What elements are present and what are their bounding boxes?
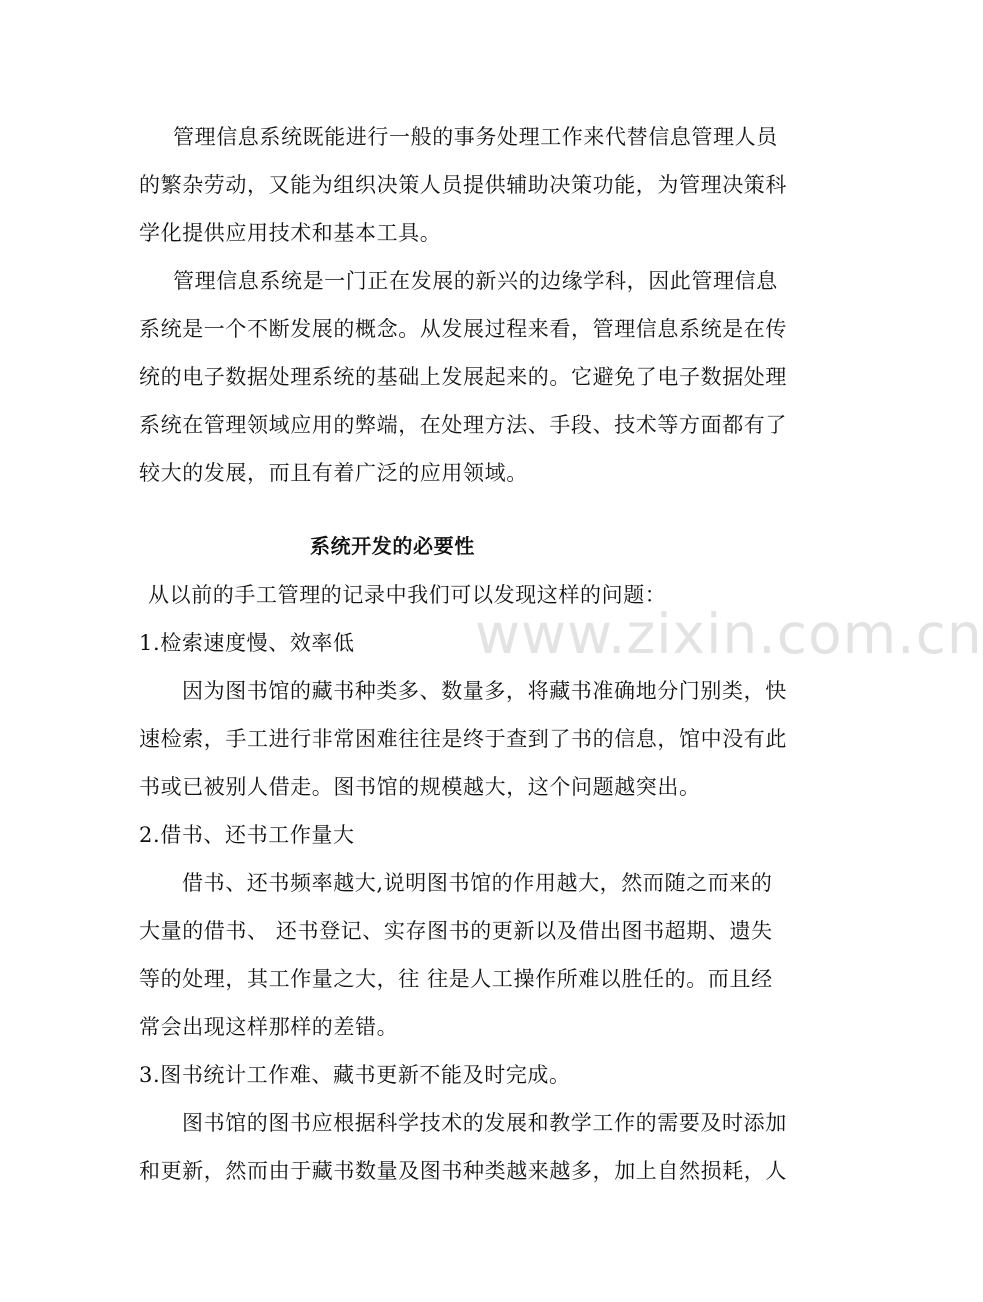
paragraph2-line: 系统在管理领域应用的弊端，在处理方法、手段、技术等方面都有了 xyxy=(139,413,787,437)
item3-title: 3.图书统计工作难、藏书更新不能及时完成。 xyxy=(139,1063,571,1087)
paragraph2-line: 系统是一个不断发展的概念。从发展过程来看，管理信息系统是在传 xyxy=(139,317,787,341)
paragraph2-line: 统的电子数据处理系统的基础上发展起来的。它避免了电子数据处理 xyxy=(139,365,787,389)
item2-line: 等的处理，其工作量之大，往 往是人工操作所难以胜任的。而且经 xyxy=(139,967,773,991)
paragraph1-line: 学化提供应用技术和基本工具。 xyxy=(139,221,442,245)
paragraph2-line: 较大的发展，而且有着广泛的应用领域。 xyxy=(139,461,528,485)
item1-line: 速检索，手工进行非常困难往往是终于查到了书的信息，馆中没有此 xyxy=(139,727,787,751)
paragraph1-line: 管理信息系统既能进行一般的事务处理工作来代替信息管理人员 xyxy=(173,125,778,149)
intro-text: 从以前的手工管理的记录中我们可以发现这样的问题： xyxy=(148,583,667,607)
item2-line: 常会出现这样那样的差错。 xyxy=(139,1015,399,1039)
item2-line: 大量的借书、 还书登记、实存图书的更新以及借出图书超期、遗失 xyxy=(139,919,773,943)
item2-title: 2.借书、还书工作量大 xyxy=(139,823,355,847)
item1-line: 书或已被别人借走。图书馆的规模越大，这个问题越突出。 xyxy=(139,775,701,799)
item1-title: 1.检索速度慢、效率低 xyxy=(139,631,355,655)
item2-line: 借书、还书频率越大,说明图书馆的作用越大，然而随之而来的 xyxy=(182,871,773,895)
watermark: www.zixin.com.cn xyxy=(475,602,983,666)
paragraph2-line: 管理信息系统是一门正在发展的新兴的边缘学科，因此管理信息 xyxy=(173,269,778,293)
item1-line: 因为图书馆的藏书种类多、数量多，将藏书准确地分门别类，快 xyxy=(182,679,787,703)
section-title: 系统开发的必要性 xyxy=(310,534,475,558)
item3-line: 和更新，然而由于藏书数量及图书种类越来越多，加上自然损耗，人 xyxy=(139,1159,787,1183)
paragraph1-line: 的繁杂劳动，又能为组织决策人员提供辅助决策功能，为管理决策科 xyxy=(139,173,787,197)
item3-line: 图书馆的图书应根据科学技术的发展和教学工作的需要及时添加 xyxy=(182,1111,787,1135)
